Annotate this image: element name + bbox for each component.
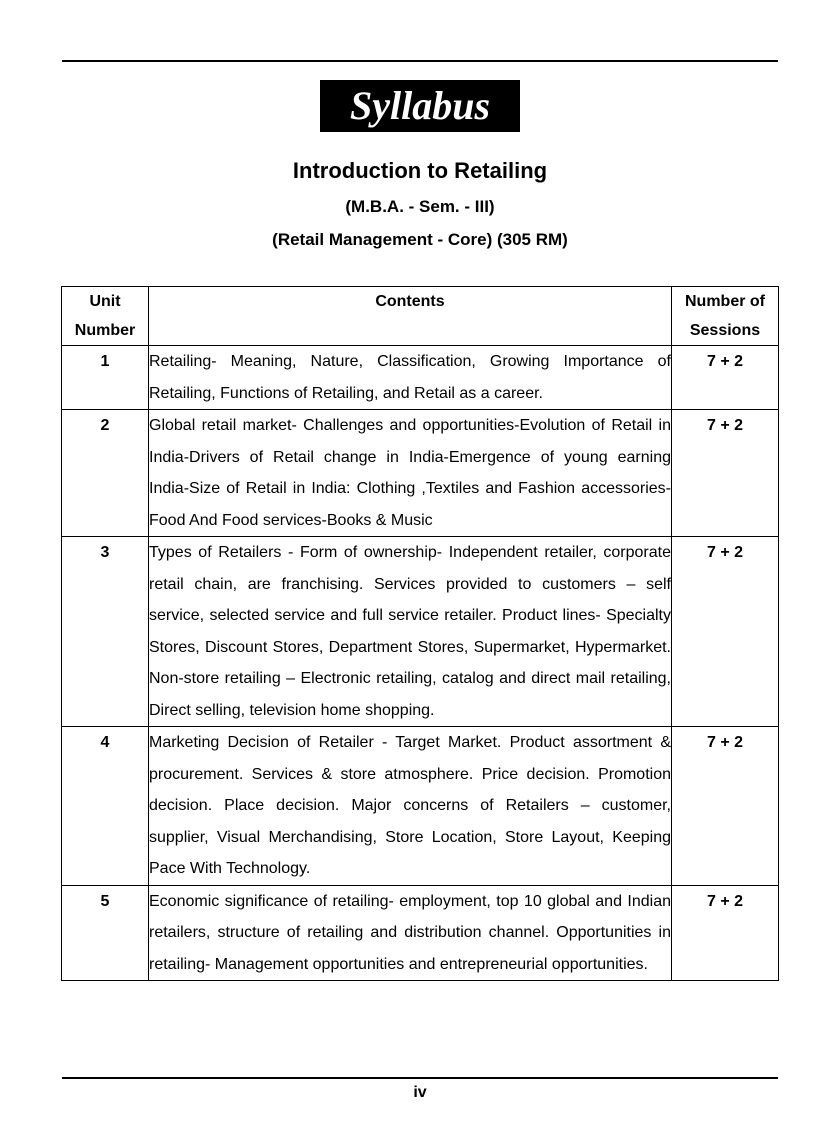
- subject-code: (Retail Management - Core) (305 RM): [272, 230, 568, 249]
- page-number: iv: [413, 1084, 427, 1101]
- unit-number: 1: [62, 346, 149, 410]
- unit-sessions: 7 + 2: [672, 346, 779, 410]
- unit-sessions: 7 + 2: [672, 727, 779, 886]
- header-sessions-line2: Sessions: [689, 322, 761, 339]
- program-label: (M.B.A. - Sem. - III): [345, 197, 495, 216]
- table-row: [62, 727, 779, 886]
- top-rule: [62, 60, 778, 62]
- unit-number: 4: [62, 727, 149, 886]
- unit-contents: Retailing- Meaning, Nature, Classification, Growing Importance of Retailing, Functions of Retailing, and Retail as a career.: [149, 346, 672, 410]
- unit-sessions: 7 + 2: [672, 885, 779, 981]
- header-unit-line2: Number: [74, 322, 136, 339]
- header-contents: [149, 287, 672, 346]
- syllabus-table: [61, 286, 779, 981]
- table-row: [62, 410, 779, 537]
- syllabus-badge: [320, 80, 520, 132]
- header-unit-number: [62, 287, 149, 346]
- header-sessions-line1: Number of: [685, 293, 765, 310]
- unit-number: 3: [62, 537, 149, 727]
- header-contents-label: Contents: [375, 293, 445, 310]
- table-row: [62, 346, 779, 410]
- unit-number: 5: [62, 885, 149, 981]
- header-sessions: [672, 287, 779, 346]
- table-row: [62, 537, 779, 727]
- syllabus-badge-label: Syllabus: [349, 83, 491, 128]
- unit-sessions: 7 + 2: [672, 537, 779, 727]
- unit-number: 2: [62, 410, 149, 537]
- unit-sessions: 7 + 2: [672, 410, 779, 537]
- table-header-row: [62, 287, 779, 346]
- table-row: [62, 885, 779, 981]
- header-unit-line1: Unit: [89, 293, 121, 310]
- unit-contents: Types of Retailers - Form of ownership- Independent retailer, corporate retail chain, are franchising. Services provided to customers – self service, selected service and full service retailer. Product lines- Specialty Stores, Discount Stores, Department Stores, Supermarket, Hypermarket. Non-store retailing – Electronic retailing, catalog and direct mail retailing, Direct selling, television home shopping.: [149, 537, 672, 727]
- course-title: Introduction to Retailing: [292, 158, 548, 183]
- unit-contents: Global retail market- Challenges and opportunities-Evolution of Retail in India-Drivers of Retail change in India-Emergence of young earning India-Size of Retail in India: Clothing ,Textiles and Fashion accessories-Food And Food services-Books & Music: [149, 410, 672, 537]
- unit-contents: Marketing Decision of Retailer - Target Market. Product assortment & procurement. Services & store atmosphere. Price decision. Promotion decision. Place decision. Major concerns of Retailers – customer, supplier, Visual Merchandising, Store Location, Store Layout, Keeping Pace With Technology.: [149, 727, 672, 886]
- bottom-rule: [62, 1077, 778, 1079]
- unit-contents: Economic significance of retailing- employment, top 10 global and Indian retailers, structure of retailing and distribution channel. Opportunities in retailing- Management opportunities and entrepreneurial opportunities.: [149, 885, 672, 981]
